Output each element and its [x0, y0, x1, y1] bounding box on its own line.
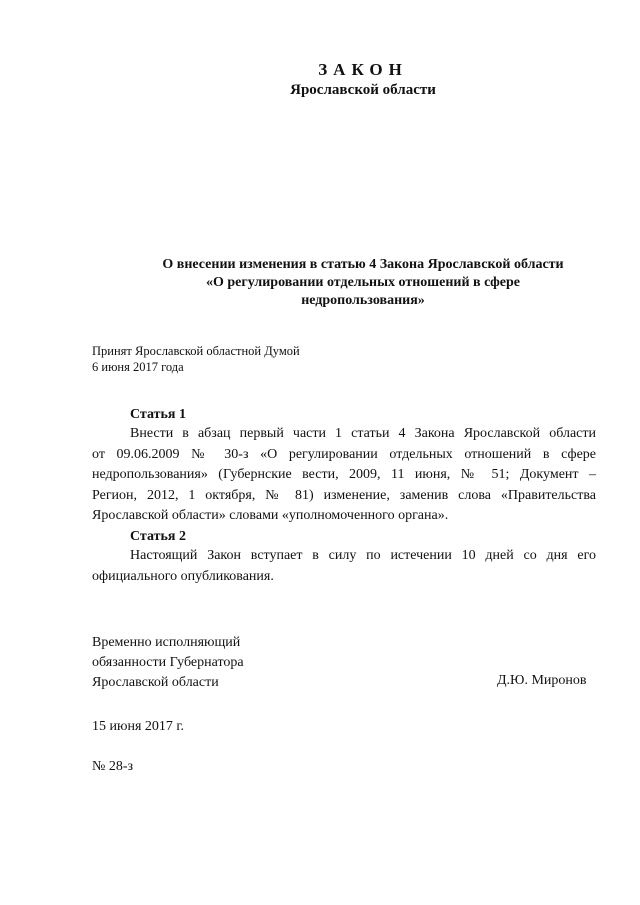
article-2-heading: Статья 2	[130, 529, 186, 544]
signatory-position-line: Ярославской области	[92, 675, 219, 690]
article-1-line: от 09.06.2009 № 30-з «О регулировании отдельных отношений в сфере	[92, 446, 596, 462]
article-1-text	[92, 424, 596, 527]
article-2-text	[92, 546, 596, 587]
subject-line: «О регулировании отдельных отношений в сфере	[205, 275, 521, 290]
subject-line: О внесении изменения в статью 4 Закона Ярославской области	[162, 257, 564, 272]
signatory-name: Д.Ю. Миронов	[497, 673, 587, 688]
document-subtitle: Ярославской области	[290, 82, 436, 98]
signatory-position-line: Временно исполняющий	[92, 635, 241, 650]
article-2-line: официального опубликования.	[92, 568, 274, 584]
adoption-info	[92, 343, 300, 375]
signing-date: 15 июня 2017 г.	[92, 719, 185, 734]
document-title: ЗАКОН	[318, 60, 408, 79]
article-1-heading: Статья 1	[130, 407, 186, 422]
article-1-line: Внести в абзац первый части 1 статьи 4 Закона Ярославской области	[130, 426, 596, 441]
signatory-position	[92, 633, 244, 693]
law-subject	[120, 256, 606, 310]
signatory-position-line: обязанности Губернатора	[92, 655, 244, 670]
article-1-line: Регион, 2012, 1 октября, № 81) изменение, заменив слова «Правительства	[92, 487, 596, 503]
article-2-line: Настоящий Закон вступает в силу по истечении 10 дней со дня его	[130, 548, 596, 563]
subject-line: недропользования»	[301, 293, 425, 308]
article-1-line: Ярославской области» словами «уполномоченного органа».	[92, 508, 449, 523]
law-number: № 28-з	[92, 759, 134, 774]
adoption-date: 6 июня 2017 года	[92, 360, 184, 374]
adoption-body: Принят Ярославской областной Думой	[92, 344, 300, 358]
article-1-line: недропользования» (Губернские вести, 2009, 11 июня, № 51; Документ –	[92, 467, 596, 482]
